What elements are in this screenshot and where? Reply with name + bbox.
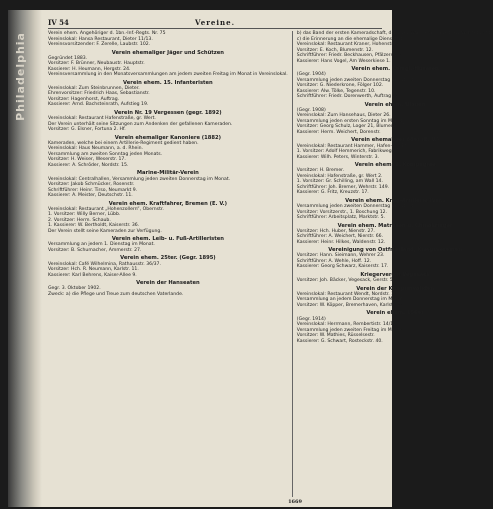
entry-block <box>297 198 493 221</box>
entry-line: Vereinslokal: Hafenstraße, gr. Wert 2. <box>296 173 383 179</box>
entry-line: Verein ehem. Angehöriger d. 1bn.-Inf.-Regts. Nr. 75 <box>48 31 166 36</box>
entry-line: Kassierer: Herm. Weichert, Dorenstr. <box>296 129 381 135</box>
entry-line: Vorsitzer: W. Köpper, Bremerhaven, Karlstr. 26. <box>296 302 405 308</box>
entry-line: Vorsitzer: G. Niederkrone, Fölger 102. <box>296 83 384 89</box>
entry-line: Der Verein stellt seine Kameraden zur Verfügung. <box>48 228 162 234</box>
entry-block <box>297 102 493 136</box>
entry-line: Schriftführer: Joh. Bremer, Wehrstr. 149. <box>296 184 390 190</box>
entry-line: Vereinslokal: Centralhallen, Versammlung jeden zweiten Donnerstag im Monat. <box>48 176 231 182</box>
entry-line: Vorsitzer: Hagenhorst, Auftrag. <box>48 96 120 102</box>
entry-line: Vorsitzer: Hch. Huber, Nienstr. 27. <box>296 228 375 234</box>
entry-line: Versammlung an jedem Donnerstag im Monat. <box>296 297 405 303</box>
entry-line: Versammlung jeden zweiten Donnerstag im Monat. <box>296 204 415 210</box>
entry-block <box>297 31 493 64</box>
entry-line: Vorsitzer: Hch. R. Neumann, Karlstr. 11. <box>48 267 139 273</box>
entry-line: Kassierer: G. Fritz, Kreuzstr. 17. <box>296 190 369 196</box>
entry-line: Ehrenvorsitzer: Friedrich Haas, Sebastianstr. <box>48 91 150 97</box>
entry-heading: Verein Nr. 19 Vergessen (gegr. 1892) <box>114 109 222 116</box>
entry-line: 1. Vorsitzer: Adolf Hemmerich, Fabrikweg 50. <box>296 149 401 155</box>
spine-text: Philadelphia <box>14 32 27 121</box>
entry-line: Kassierer: Alw. Tölke, Tegenstr. 10. <box>296 88 376 94</box>
entry-line: c) die Erinnerung an die ehemalige Dienstzeit. <box>296 36 404 42</box>
entry-block <box>48 80 288 108</box>
entry-block <box>297 272 493 284</box>
entry-block <box>297 310 493 344</box>
entry-line: Kassierer: Karl Behrens, Kaiser-Allee 9. <box>48 272 137 278</box>
entry-block <box>297 223 493 246</box>
entry-heading: Verein der Hanseaten <box>136 280 200 287</box>
entry-line: Kassierer: Hans Vogel, Am Weserkiese 1. <box>296 58 391 64</box>
entry-heading: Vereinigung von Ostfriesland, Kriegsvereinen <box>328 247 462 254</box>
entry-line: Schriftführer: A. Wehle, Hoff. 12. <box>296 258 372 264</box>
entry-line: Vorsitzer: F. Brünner, Neubaustr. Hauptstr. <box>48 61 145 67</box>
entry-line: Vereinslokal: Restaurant Hafenstraße, gr. Wert. <box>48 116 156 122</box>
entry-line: Vorsitzer: G. Elsner, Fortuna 2. Hf. <box>48 127 126 133</box>
entry-line: Vorsitzer: B. Schumacher, Ammerstr. 27. <box>48 247 142 253</box>
entry-line: Vereinsvorsitzender: F. Zerelle, Laubstr. 102. <box>48 42 151 47</box>
entry-line: Vereinslokal: Café Wilhelmina, Rathausstr. 36/37. <box>48 261 161 267</box>
entry-heading: Verein ehem. Königl.-Husaren <box>351 66 439 72</box>
entry-heading: Verein ehem. Ulanen <box>364 101 426 108</box>
entry-line: Vereinslokal: Restaurant Hammer, Hafen-Straße. <box>296 143 409 149</box>
entry-heading: Verein ehem. 15. Infanteristen <box>123 79 213 86</box>
page-number: 1669 <box>288 499 302 505</box>
entry-heading: Verein der Kriegsinvaliden <box>356 285 434 292</box>
entry-line: Vorsitzer: H. Bremer. <box>296 168 345 174</box>
column-left <box>48 31 288 497</box>
entry-block <box>48 135 288 169</box>
entry-line: Vorsitzer: Hann. Sieimann, Wehrer 23. <box>296 253 385 259</box>
entry-line: (Gegr. 1908) <box>296 107 326 113</box>
entry-line: Vorsitzer: Vorsitzerstr., 1. Boschung 12. <box>296 209 388 215</box>
entry-line: Versammlung an jedem 1. Dienstag im Monat. <box>48 242 155 248</box>
entry-line: Vereinslokal: Herrmann, Rembertistr. 14/15. <box>296 322 398 328</box>
entry-line: Versammlung jeden ersten Sonntag im Monat. <box>296 118 404 124</box>
entry-line: Schriftführer: Friedr. Dorenwerth, Auftrag 12. <box>296 94 400 100</box>
entry-line: Schriftführer: Friedr. Beckhausen, Pfälzerstr. 5. <box>296 53 404 58</box>
entry-block <box>48 110 288 133</box>
column-divider <box>292 31 293 497</box>
entry-line: Vereinslokal: Zum Steinbrunnen, Dieter. <box>48 85 140 91</box>
entry-line: Vereinsversammlung in den Monatsversammlungen am jedem zweiten Freitag im Monat in Vereinslokal. <box>48 72 288 78</box>
entry-block <box>297 286 493 309</box>
entry-block <box>297 66 493 100</box>
entry-line: 1. Kassierer: W. Bertholdt, Kaiserstr. 36. <box>48 223 140 229</box>
entry-block <box>48 50 288 78</box>
entry-line: Schriftführer: A. Weichert, Nierstr. 66. <box>296 234 384 240</box>
entry-heading: Verein ehem. Matrosen u. Chinakrieger <box>337 222 453 229</box>
entry-line: Kameraden, welche bei einem Artillerie-Regiment gedient haben. <box>48 140 199 146</box>
entry-line: Gegr. 3. Oktober 1902. <box>48 286 101 292</box>
entry-line: Kassierer: G. Schwart, Rosteckstr. 40. <box>296 338 383 344</box>
book-spine <box>8 10 42 507</box>
entry-line: b) das Band der ersten Kameradschaft, die erste Wärme und Treue der Waffenbrüder. <box>296 31 493 36</box>
entry-block <box>297 137 493 160</box>
entry-line: (Gegr. 1904) <box>296 72 326 78</box>
entry-line: Vereinslokal: Zum Hansehaus, Dieter 26. <box>296 113 391 119</box>
entry-line: 2. Vorsitzer: Herm. Schaub. <box>48 217 111 223</box>
entry-line: Vereinslokal: Hansa Restaurant, Dieter 11/13. <box>48 36 153 42</box>
entry-line: (Gegr. 1914) <box>296 316 326 322</box>
entry-heading: Kriegerverein Vegesack <box>360 271 430 278</box>
entry-block <box>48 280 288 297</box>
entry-block <box>48 255 288 278</box>
entry-line: 1. Vorsitzer: Gr. Schilling, am Wall 14. <box>296 179 383 185</box>
entry-line: Kassierer: A. Schröder, Nordstr. 15. <box>48 162 129 168</box>
entry-line: Versammlung am zweiten Sonntag jeden Monats. <box>48 151 163 157</box>
entry-heading: Verein ehem. Krug-Artillerie (Ver.) <box>345 197 446 204</box>
page-header <box>48 16 382 28</box>
entry-heading: Verein ehemaliger 68er (E. V.) <box>351 137 440 144</box>
entry-line: Vereinslokal: Restaurant „Hohenzollern“, Obernstr. <box>48 206 164 212</box>
entry-line: Schriftführer: Heinr. Tirso, Neumarkt 9. <box>48 187 138 193</box>
entry-block <box>48 201 288 235</box>
entry-heading: Verein ehem. 156er <box>366 310 424 317</box>
entry-line: Kassierer: A. Meister, Deutschstr. 11. <box>48 193 133 199</box>
page-label: IV 54 <box>48 17 69 27</box>
page-title: Vereine. <box>194 17 236 27</box>
document-page <box>8 10 493 507</box>
entry-line: Vorsitzer: Joh. Bäcker, Vegesack, Gerstr. 5. <box>296 278 395 284</box>
entry-heading: Verein ehem. 2. Kompagnie <box>354 162 436 169</box>
entry-heading: Marine-Militär-Verein <box>136 170 199 177</box>
entry-line: Versammlung jeden zweiten Freitag im Monat. <box>296 327 404 333</box>
entry-line: Schriftführer: Arbeitsplatz, Marktstr. 5. <box>296 215 385 221</box>
entry-line: Versammlung jeden zweiten Donnerstag im Monat. <box>296 77 415 83</box>
entry-block <box>48 170 288 198</box>
entry-line: Zweck: a) die Pflege und Treue zum deutschen Vaterlande. <box>48 291 184 297</box>
entry-heading: Verein ehemaliger Jäger und Schützen <box>111 49 224 56</box>
entry-heading: Verein ehemaliger Kanoniere (1882) <box>114 134 221 141</box>
entry-line: Kassierer: Arnd. Bachsteinrath, Aufstieg 19. <box>48 102 149 108</box>
entry-line: Vorsitzer: W. Mathies, Rüsselsestr. <box>296 333 375 339</box>
entry-line: Vereinslokal: Restaurant Wendt, Nordstr. 11. <box>296 291 399 297</box>
text-columns <box>48 31 493 497</box>
entry-block <box>297 247 493 270</box>
entry-block <box>48 31 288 48</box>
entry-line: Vorsitzer: Georg Schulz, Loger 21, Blumenstr. 7. <box>296 124 407 130</box>
entry-line: Kassierer: H. Heumann, Hergstr. 24. <box>48 66 131 72</box>
entry-block <box>48 236 288 253</box>
entry-line: Vereinslokal: Haus Neumann, a. d. Rhein. <box>48 146 143 152</box>
entry-line: Vereinslokal: Restaurant Kraner, Hohenstr. 2. <box>296 42 401 47</box>
entry-block <box>297 162 493 196</box>
entry-line: Der Verein unterhält seine Sitzungen zum Andenken der gefallenen Kameraden. <box>48 121 233 127</box>
entry-heading: Verein ehem. Leib- u. Fuß-Artilleristen <box>111 236 224 243</box>
column-right <box>297 31 493 497</box>
entry-heading: Verein ehem. Kraftfahrer, Bremen (E. V.) <box>108 200 228 207</box>
entry-line: Kassierer: Wilh. Peters, Winterstr. 3. <box>296 154 380 160</box>
header-rule <box>48 28 382 29</box>
entry-line: Vorsitzer: E. Koch, Blumenstr. 12. <box>296 47 374 53</box>
entry-line: Kassierer: Georg Schwarz, Kaiserstr. 17. <box>296 264 389 270</box>
entry-line: Vorsitzer: Jakob Schmücker, Rosenstr. <box>48 182 135 188</box>
entry-line: 1. Vorsitzer: Willy Berner, Lübb. <box>48 212 121 218</box>
entry-heading: Verein ehem. 25ter. (Gegr. 1895) <box>120 255 216 262</box>
entry-line: Vorsitzer: H. Weiser, Weserstr. 17. <box>48 157 126 163</box>
entry-line: Gegründet 1883. <box>48 55 88 61</box>
entry-line: Kassierer: Heinr. Hilkes, Waldenstr. 12. <box>296 239 386 245</box>
